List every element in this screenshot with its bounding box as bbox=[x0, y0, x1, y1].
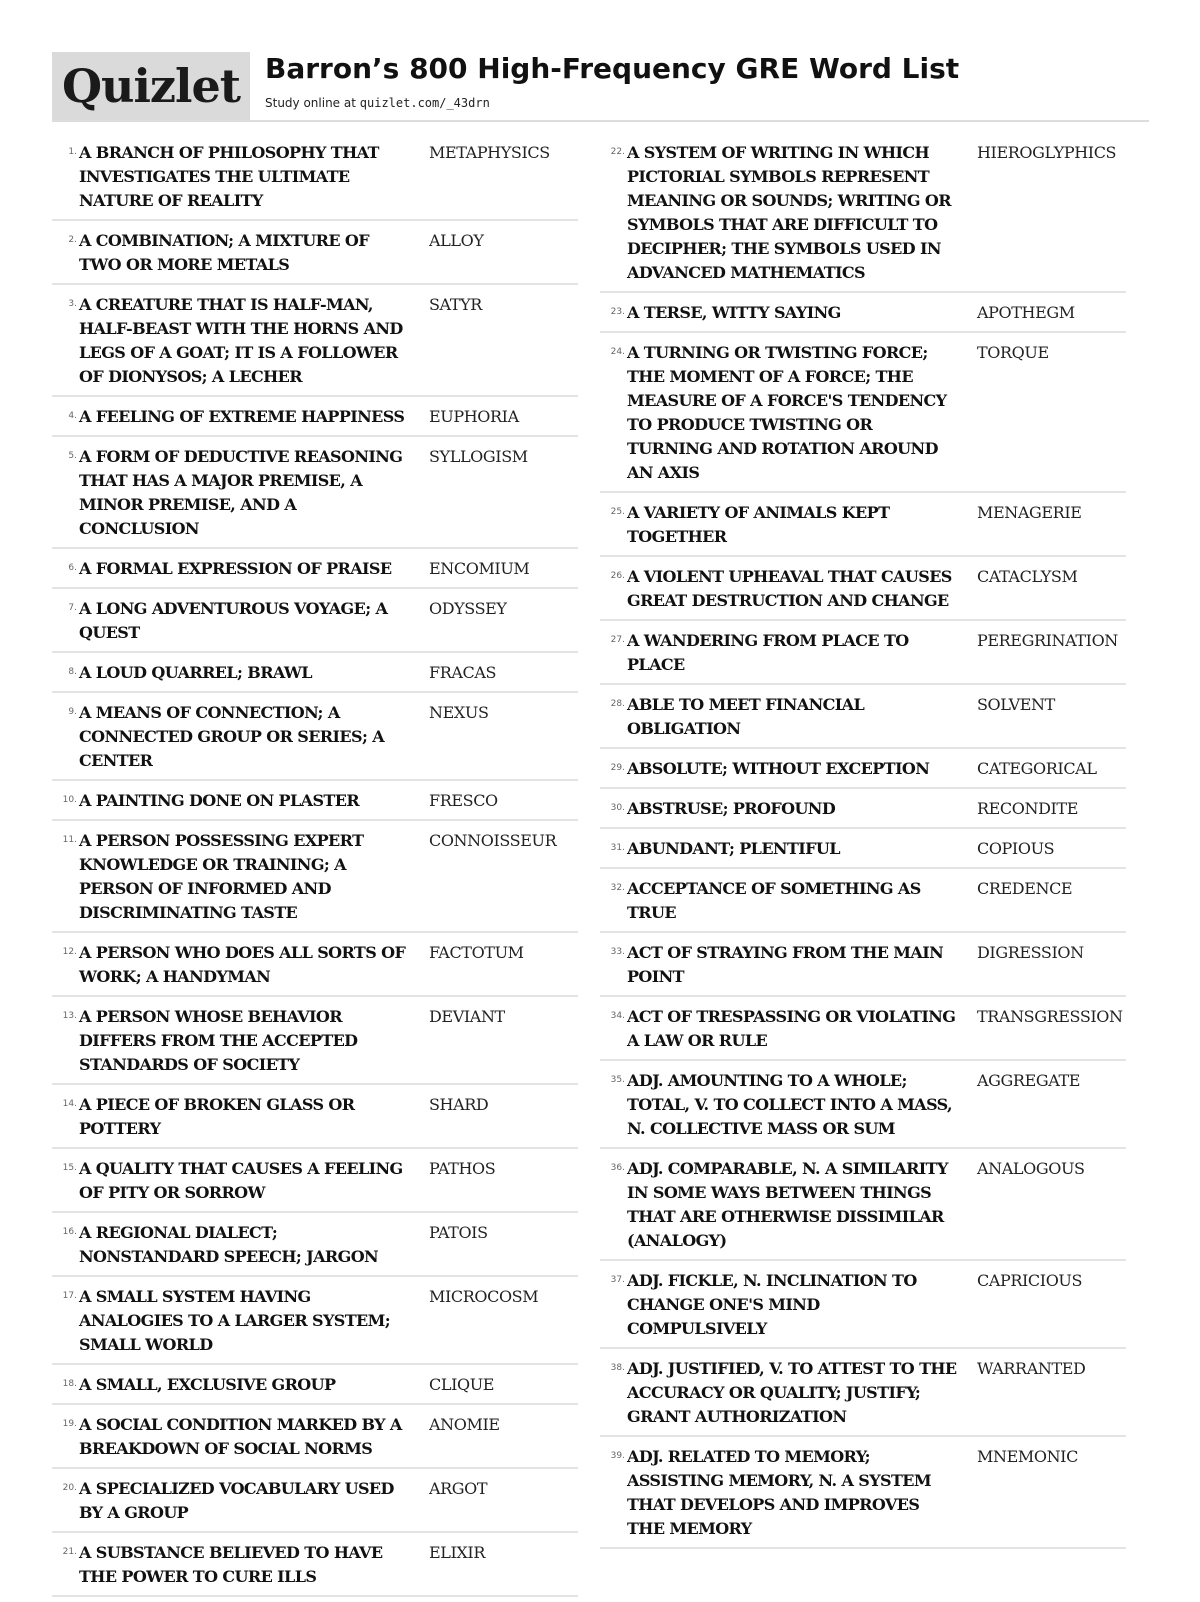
term-card bbox=[600, 298, 1126, 333]
card-number: 22. bbox=[610, 147, 625, 157]
card-term: A SPECIALIZED VOCABULARY USED BY A GROUP bbox=[79, 1479, 394, 1522]
card-term: ABSOLUTE; WITHOUT EXCEPTION bbox=[627, 759, 930, 778]
card-term: A TERSE, WITTY SAYING bbox=[627, 303, 841, 322]
card-definition: SATYR bbox=[429, 295, 482, 314]
card-number: 16. bbox=[62, 1227, 77, 1237]
card-number: 33. bbox=[610, 947, 625, 957]
card-definition: DEVIANT bbox=[429, 1007, 505, 1026]
card-definition: ALLOY bbox=[429, 231, 484, 250]
term-card bbox=[52, 1002, 578, 1085]
term-card bbox=[52, 698, 578, 781]
term-card bbox=[600, 1002, 1126, 1061]
subtitle-url[interactable]: quizlet.com/_43drn bbox=[359, 96, 490, 110]
card-definition: ODYSSEY bbox=[429, 599, 507, 618]
subtitle-prefix: Study online at bbox=[265, 96, 356, 110]
page-subtitle bbox=[265, 96, 490, 110]
card-number: 4. bbox=[68, 411, 77, 421]
card-term: A PERSON WHO DOES ALL SORTS OF WORK; A HANDYMAN bbox=[79, 943, 406, 986]
right-column bbox=[600, 138, 1126, 1554]
term-card bbox=[52, 786, 578, 821]
term-card bbox=[600, 1354, 1126, 1437]
card-term: A SOCIAL CONDITION MARKED BY A BREAKDOWN OF SOCIAL NORMS bbox=[79, 1415, 402, 1458]
card-number: 37. bbox=[610, 1275, 625, 1285]
card-number: 25. bbox=[610, 507, 625, 517]
card-number: 17. bbox=[62, 1291, 77, 1301]
card-number: 38. bbox=[610, 1363, 625, 1373]
card-definition: RECONDITE bbox=[977, 799, 1078, 818]
card-definition: ENCOMIUM bbox=[429, 559, 530, 578]
card-definition: PEREGRINATION bbox=[977, 631, 1118, 650]
card-number: 31. bbox=[610, 843, 625, 853]
card-term: A TURNING OR TWISTING FORCE; THE MOMENT OF A FORCE; THE MEASURE OF A FORCE'S TENDENCY TO PRODUCE TWISTING OR TURNING AND ROTATION AROUND AN AXIS bbox=[627, 343, 947, 482]
card-term: A BRANCH OF PHILOSOPHY THAT INVESTIGATES THE ULTIMATE NATURE OF REALITY bbox=[79, 143, 379, 210]
card-number: 24. bbox=[610, 347, 625, 357]
term-card bbox=[52, 290, 578, 397]
card-number: 2. bbox=[68, 235, 77, 245]
card-definition: PATHOS bbox=[429, 1159, 496, 1178]
card-term: A WANDERING FROM PLACE TO PLACE bbox=[627, 631, 909, 674]
card-number: 35. bbox=[610, 1075, 625, 1085]
card-number: 18. bbox=[62, 1379, 77, 1389]
card-number: 34. bbox=[610, 1011, 625, 1021]
card-number: 3. bbox=[68, 299, 77, 309]
card-definition: FRESCO bbox=[429, 791, 498, 810]
card-term: A PIECE OF BROKEN GLASS OR POTTERY bbox=[79, 1095, 355, 1138]
card-number: 36. bbox=[610, 1163, 625, 1173]
card-definition: ANOMIE bbox=[429, 1415, 500, 1434]
term-card bbox=[600, 794, 1126, 829]
card-term: A PAINTING DONE ON PLASTER bbox=[79, 791, 360, 810]
card-definition: CREDENCE bbox=[977, 879, 1073, 898]
card-term: ADJ. FICKLE, N. INCLINATION TO CHANGE ONE'S MIND COMPULSIVELY bbox=[627, 1271, 917, 1338]
card-number: 26. bbox=[610, 571, 625, 581]
term-card bbox=[52, 402, 578, 437]
card-term: ADJ. JUSTIFIED, V. TO ATTEST TO THE ACCURACY OR QUALITY; JUSTIFY; GRANT AUTHORIZATION bbox=[627, 1359, 957, 1426]
card-number: 5. bbox=[68, 451, 77, 461]
card-term: A CREATURE THAT IS HALF-MAN, HALF-BEAST WITH THE HORNS AND LEGS OF A GOAT; IT IS A FOLLOWER OF DIONYSOS; A LECHER bbox=[79, 295, 403, 386]
card-term: A VIOLENT UPHEAVAL THAT CAUSES GREAT DESTRUCTION AND CHANGE bbox=[627, 567, 952, 610]
card-term: A LOUD QUARREL; BRAWL bbox=[79, 663, 312, 682]
term-card bbox=[52, 1370, 578, 1405]
card-definition: MENAGERIE bbox=[977, 503, 1082, 522]
card-definition: HIEROGLYPHICS bbox=[977, 143, 1117, 162]
card-number: 23. bbox=[610, 307, 625, 317]
term-card bbox=[52, 554, 578, 589]
term-card bbox=[52, 1538, 578, 1597]
card-definition: WARRANTED bbox=[977, 1359, 1086, 1378]
card-number: 7. bbox=[68, 603, 77, 613]
card-number: 19. bbox=[62, 1419, 77, 1429]
card-definition: FRACAS bbox=[429, 663, 497, 682]
term-card bbox=[52, 1154, 578, 1213]
card-definition: ELIXIR bbox=[429, 1543, 485, 1562]
term-card bbox=[52, 442, 578, 549]
card-definition: CONNOISSEUR bbox=[429, 831, 557, 850]
term-card bbox=[600, 690, 1126, 749]
card-definition: DIGRESSION bbox=[977, 943, 1084, 962]
card-term: A SMALL, EXCLUSIVE GROUP bbox=[79, 1375, 336, 1394]
card-number: 28. bbox=[610, 699, 625, 709]
card-number: 6. bbox=[68, 563, 77, 573]
card-number: 14. bbox=[62, 1099, 77, 1109]
term-card bbox=[600, 626, 1126, 685]
term-card bbox=[52, 226, 578, 285]
term-card bbox=[600, 1154, 1126, 1261]
term-card bbox=[52, 138, 578, 221]
term-card bbox=[52, 1090, 578, 1149]
card-definition: MICROCOSM bbox=[429, 1287, 539, 1306]
card-definition: CAPRICIOUS bbox=[977, 1271, 1083, 1290]
card-term: A LONG ADVENTUROUS VOYAGE; A QUEST bbox=[79, 599, 388, 642]
card-number: 10. bbox=[62, 795, 77, 805]
term-card bbox=[600, 338, 1126, 493]
card-term: ABLE TO MEET FINANCIAL OBLIGATION bbox=[627, 695, 865, 738]
term-card bbox=[600, 1266, 1126, 1349]
card-term: ADJ. COMPARABLE, N. A SIMILARITY IN SOME WAYS BETWEEN THINGS THAT ARE OTHERWISE DISSIMILAR (ANALOGY) bbox=[627, 1159, 948, 1250]
quizlet-logo bbox=[52, 52, 250, 120]
card-term: ABSTRUSE; PROFOUND bbox=[627, 799, 836, 818]
card-definition: CLIQUE bbox=[429, 1375, 495, 1394]
card-term: A VARIETY OF ANIMALS KEPT TOGETHER bbox=[627, 503, 890, 546]
card-number: 13. bbox=[62, 1011, 77, 1021]
card-definition: EUPHORIA bbox=[429, 407, 519, 426]
card-number: 29. bbox=[610, 763, 625, 773]
card-definition: ANALOGOUS bbox=[977, 1159, 1085, 1178]
card-term: A PERSON WHOSE BEHAVIOR DIFFERS FROM THE ACCEPTED STANDARDS OF SOCIETY bbox=[79, 1007, 358, 1074]
card-definition: FACTOTUM bbox=[429, 943, 524, 962]
card-term: A SMALL SYSTEM HAVING ANALOGIES TO A LARGER SYSTEM; SMALL WORLD bbox=[79, 1287, 391, 1354]
card-definition: MNEMONIC bbox=[977, 1447, 1078, 1466]
card-definition: AGGREGATE bbox=[977, 1071, 1081, 1090]
term-card bbox=[600, 498, 1126, 557]
card-number: 12. bbox=[62, 947, 77, 957]
card-term: ACCEPTANCE OF SOMETHING AS TRUE bbox=[627, 879, 921, 922]
card-term: A PERSON POSSESSING EXPERT KNOWLEDGE OR TRAINING; A PERSON OF INFORMED AND DISCRIMINATING TASTE bbox=[79, 831, 364, 922]
term-card bbox=[600, 938, 1126, 997]
card-term: ADJ. RELATED TO MEMORY; ASSISTING MEMORY, N. A SYSTEM THAT DEVELOPS AND IMPROVES THE MEMORY bbox=[627, 1447, 931, 1538]
term-card bbox=[52, 1218, 578, 1277]
card-definition: CATEGORICAL bbox=[977, 759, 1097, 778]
card-number: 21. bbox=[62, 1547, 77, 1557]
card-term: A FORMAL EXPRESSION OF PRAISE bbox=[79, 559, 392, 578]
card-definition: TRANSGRESSION bbox=[977, 1007, 1123, 1026]
left-column bbox=[52, 138, 578, 1602]
logo-text: Quizlet bbox=[61, 59, 241, 113]
card-definition: NEXUS bbox=[429, 703, 489, 722]
card-term: ABUNDANT; PLENTIFUL bbox=[627, 839, 840, 858]
term-card bbox=[600, 1066, 1126, 1149]
card-definition: SHARD bbox=[429, 1095, 489, 1114]
term-card bbox=[600, 834, 1126, 869]
term-card bbox=[600, 1442, 1126, 1549]
term-card bbox=[52, 1474, 578, 1533]
card-term: A QUALITY THAT CAUSES A FEELING OF PITY OR SORROW bbox=[79, 1159, 403, 1202]
card-number: 32. bbox=[610, 883, 625, 893]
card-term: A FORM OF DEDUCTIVE REASONING THAT HAS A MAJOR PREMISE, A MINOR PREMISE, AND A CONCLUSION bbox=[79, 447, 403, 538]
card-definition: PATOIS bbox=[429, 1223, 488, 1242]
card-definition: SYLLOGISM bbox=[429, 447, 528, 466]
page-title: Barron’s 800 High-Frequency GRE Word List bbox=[265, 52, 960, 85]
card-number: 11. bbox=[62, 835, 77, 845]
card-number: 20. bbox=[62, 1483, 77, 1493]
card-number: 9. bbox=[68, 707, 77, 717]
card-number: 8. bbox=[68, 667, 77, 677]
term-card bbox=[600, 138, 1126, 293]
card-definition: APOTHEGM bbox=[977, 303, 1075, 322]
card-term: ACT OF STRAYING FROM THE MAIN POINT bbox=[627, 943, 944, 986]
card-term: A SYSTEM OF WRITING IN WHICH PICTORIAL SYMBOLS REPRESENT MEANING OR SOUNDS; WRITING OR SYMBOLS THAT ARE DIFFICULT TO DECIPHER; THE SYMBOLS USED IN ADVANCED MATHEMATICS bbox=[627, 143, 951, 282]
card-term: A REGIONAL DIALECT; NONSTANDARD SPEECH; JARGON bbox=[79, 1223, 379, 1266]
card-term: A MEANS OF CONNECTION; A CONNECTED GROUP OR SERIES; A CENTER bbox=[79, 703, 385, 770]
card-term: A COMBINATION; A MIXTURE OF TWO OR MORE METALS bbox=[79, 231, 370, 274]
card-definition: TORQUE bbox=[977, 343, 1049, 362]
card-number: 27. bbox=[610, 635, 625, 645]
term-card bbox=[600, 562, 1126, 621]
header-divider bbox=[52, 120, 1149, 122]
card-definition: SOLVENT bbox=[977, 695, 1055, 714]
term-card bbox=[52, 938, 578, 997]
card-number: 15. bbox=[62, 1163, 77, 1173]
term-card bbox=[52, 1410, 578, 1469]
term-card bbox=[600, 874, 1126, 933]
card-definition: ARGOT bbox=[429, 1479, 488, 1498]
card-term: ACT OF TRESPASSING OR VIOLATING A LAW OR RULE bbox=[627, 1007, 956, 1050]
card-term: A SUBSTANCE BELIEVED TO HAVE THE POWER TO CURE ILLS bbox=[79, 1543, 383, 1586]
card-term: A FEELING OF EXTREME HAPPINESS bbox=[79, 407, 405, 426]
card-number: 39. bbox=[610, 1451, 625, 1461]
card-definition: METAPHYSICS bbox=[429, 143, 550, 162]
card-definition: CATACLYSM bbox=[977, 567, 1078, 586]
term-card bbox=[52, 594, 578, 653]
term-card bbox=[52, 658, 578, 693]
term-card bbox=[52, 1282, 578, 1365]
card-number: 1. bbox=[68, 147, 77, 157]
card-definition: COPIOUS bbox=[977, 839, 1055, 858]
card-term: ADJ. AMOUNTING TO A WHOLE; TOTAL, V. TO COLLECT INTO A MASS, N. COLLECTIVE MASS OR SUM bbox=[627, 1071, 953, 1138]
card-number: 30. bbox=[610, 803, 625, 813]
term-card bbox=[52, 826, 578, 933]
term-card bbox=[600, 754, 1126, 789]
